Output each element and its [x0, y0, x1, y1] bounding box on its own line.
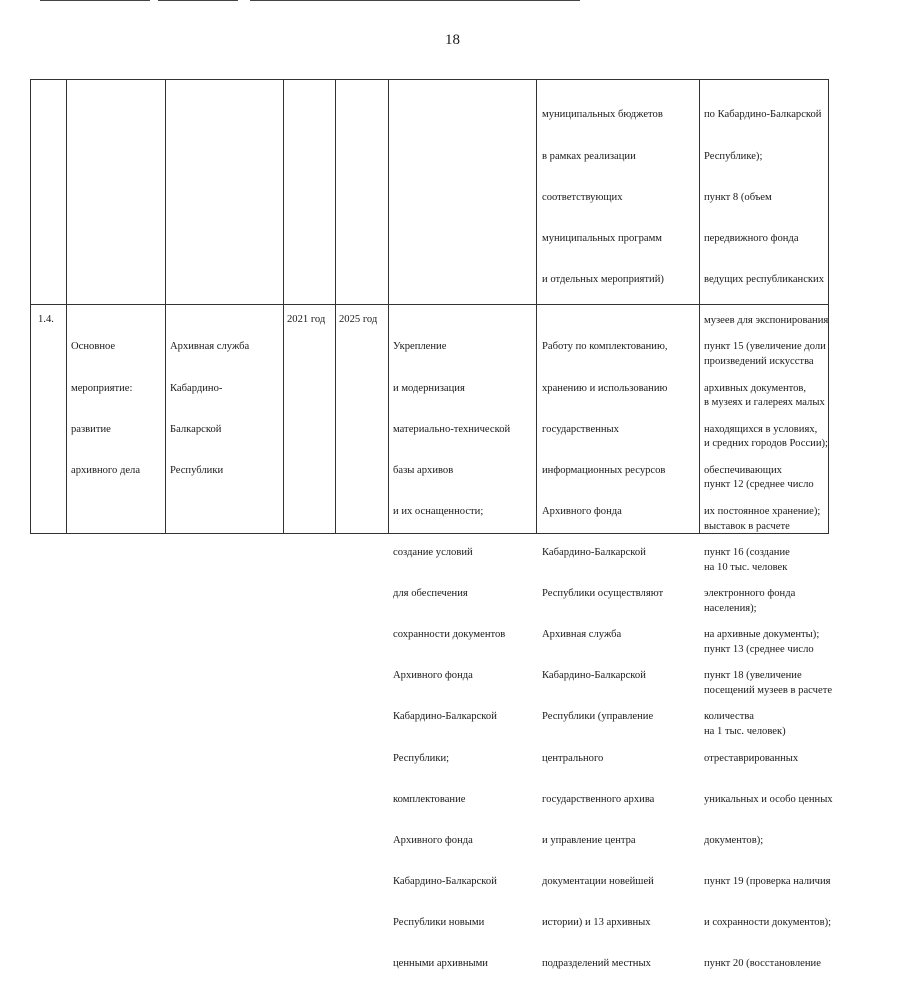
cell-line: количества	[704, 711, 754, 723]
cell-line: произведений искусства	[704, 356, 814, 368]
col-border	[66, 79, 67, 534]
cell-line: пункт 16 (создание	[704, 546, 790, 558]
cell-line: Республике);	[704, 150, 763, 162]
cell-line: мероприятие:	[71, 382, 133, 394]
cell-line: документации новейшей	[542, 875, 654, 887]
cell-line: пункт 8 (объем	[704, 191, 772, 203]
cell-line: Кабардино-Балкарской	[393, 711, 497, 723]
cell-end-year: 2025 год	[339, 314, 378, 325]
col-border	[283, 79, 284, 534]
cell-line: государственного архива	[542, 793, 655, 805]
cell-line: подразделений местных	[542, 958, 651, 970]
cell-line: и управление центра	[542, 834, 636, 846]
cell-line: пункт 20 (восстановление	[704, 958, 821, 970]
cell-line: соответствующих	[542, 191, 623, 203]
cell-line: и сохранности документов);	[704, 916, 832, 928]
cell-line: пункт 19 (проверка наличия	[704, 875, 831, 887]
col-border	[165, 79, 166, 534]
cell-line: Архивного фонда	[393, 670, 473, 682]
table-top-border	[30, 79, 829, 80]
cell-line: уникальных и особо ценных	[704, 793, 833, 805]
cell-line: Республики;	[393, 752, 450, 764]
cell-line: по Кабардино-Балкарской	[704, 109, 822, 121]
cell-line: Работу по комплектованию,	[542, 341, 668, 353]
cell-line: Укрепление	[393, 341, 447, 353]
cell-line: обеспечивающих	[704, 464, 782, 476]
cell-line: электронного фонда	[704, 588, 796, 600]
cell-line: выставок в расчете	[704, 520, 790, 532]
cell-line: создание условий	[393, 546, 473, 558]
cell-result	[393, 313, 510, 998]
cell-line: информационных ресурсов	[542, 464, 666, 476]
cell-line: пункт 15 (увеличение доли	[704, 341, 826, 353]
cell-line: документов);	[704, 834, 764, 846]
cell-line: архивного дела	[71, 464, 141, 476]
scan-artifact-line	[158, 0, 238, 1]
cell-line: пункт 12 (среднее число	[704, 479, 814, 491]
cell-row-number: 1.4.	[38, 314, 54, 325]
cell-line: Республики (управление	[542, 711, 654, 723]
cell-line: сохранности документов	[393, 629, 506, 641]
cell-line: Кабардино-Балкарской	[542, 546, 646, 558]
cell-line: комплектование	[393, 793, 466, 805]
cell-line: Архивного фонда	[393, 834, 473, 846]
cell-event	[71, 313, 140, 505]
cell-line: центрального	[542, 752, 604, 764]
cell-line: ведущих республиканских	[704, 273, 825, 285]
cell-line: пункт 18 (увеличение	[704, 670, 802, 682]
cell-line: истории) и 13 архивных	[542, 916, 651, 928]
cell-line: Кабардино-Балкарской	[542, 670, 646, 682]
col-border	[335, 79, 336, 534]
cell-line: Кабардино-Балкарской	[393, 875, 497, 887]
cell-line: и модернизация	[393, 382, 465, 394]
cell-line: на архивные документы);	[704, 629, 820, 641]
col-border	[30, 79, 31, 534]
page-number: 18	[445, 32, 460, 48]
cell-start-year: 2021 год	[287, 314, 326, 325]
cell-line: Основное	[71, 341, 116, 353]
cell-line: базы архивов	[393, 464, 454, 476]
cell-executor	[170, 313, 249, 505]
cell-line: развитие	[71, 423, 111, 435]
col-border	[388, 79, 389, 534]
cell-line: государственных	[542, 423, 619, 435]
col-border	[536, 79, 537, 534]
cell-line: Республики	[170, 464, 224, 476]
cell-sources-continued	[542, 81, 664, 314]
cell-line: хранению и использованию	[542, 382, 668, 394]
cell-line: находящихся в условиях,	[704, 423, 818, 435]
cell-line: и средних городов России);	[704, 438, 828, 450]
cell-line: пункт 13 (среднее число	[704, 643, 814, 655]
cell-line: Балкарской	[170, 423, 222, 435]
cell-line: в рамках реализации	[542, 150, 636, 162]
cell-line: для обеспечения	[393, 588, 468, 600]
cell-line: на 1 тыс. человек)	[704, 726, 786, 738]
cell-line: Архивная служба	[542, 629, 622, 641]
cell-line: Республики осуществляют	[542, 588, 664, 600]
cell-line: и их оснащенности;	[393, 505, 484, 517]
cell-indicators	[704, 313, 833, 998]
cell-line: Архивного фонда	[542, 505, 622, 517]
scan-artifact-line	[40, 0, 150, 1]
cell-line: отреставрированных	[704, 752, 799, 764]
cell-line: Республики новыми	[393, 916, 485, 928]
cell-line: в музеях и галереях малых	[704, 397, 825, 409]
cell-line: населения);	[704, 602, 757, 614]
cell-line: Кабардино-	[170, 382, 223, 394]
cell-line: материально-технической	[393, 423, 511, 435]
col-border	[699, 79, 700, 534]
cell-line: посещений музеев в расчете	[704, 684, 833, 696]
cell-sources	[542, 313, 668, 998]
scan-artifact-line	[250, 0, 580, 1]
cell-line: муниципальных программ	[542, 232, 663, 244]
cell-line: и отдельных мероприятий)	[542, 273, 664, 285]
cell-line: ценными архивными	[393, 958, 488, 970]
cell-line: муниципальных бюджетов	[542, 109, 663, 121]
cell-line: Архивная служба	[170, 341, 250, 353]
cell-line: на 10 тыс. человек	[704, 561, 788, 573]
cell-line: архивных документов,	[704, 382, 807, 394]
cell-line: их постоянное хранение);	[704, 505, 821, 517]
cell-line: музеев для экспонирования	[704, 314, 829, 326]
cell-line: передвижного фонда	[704, 232, 799, 244]
